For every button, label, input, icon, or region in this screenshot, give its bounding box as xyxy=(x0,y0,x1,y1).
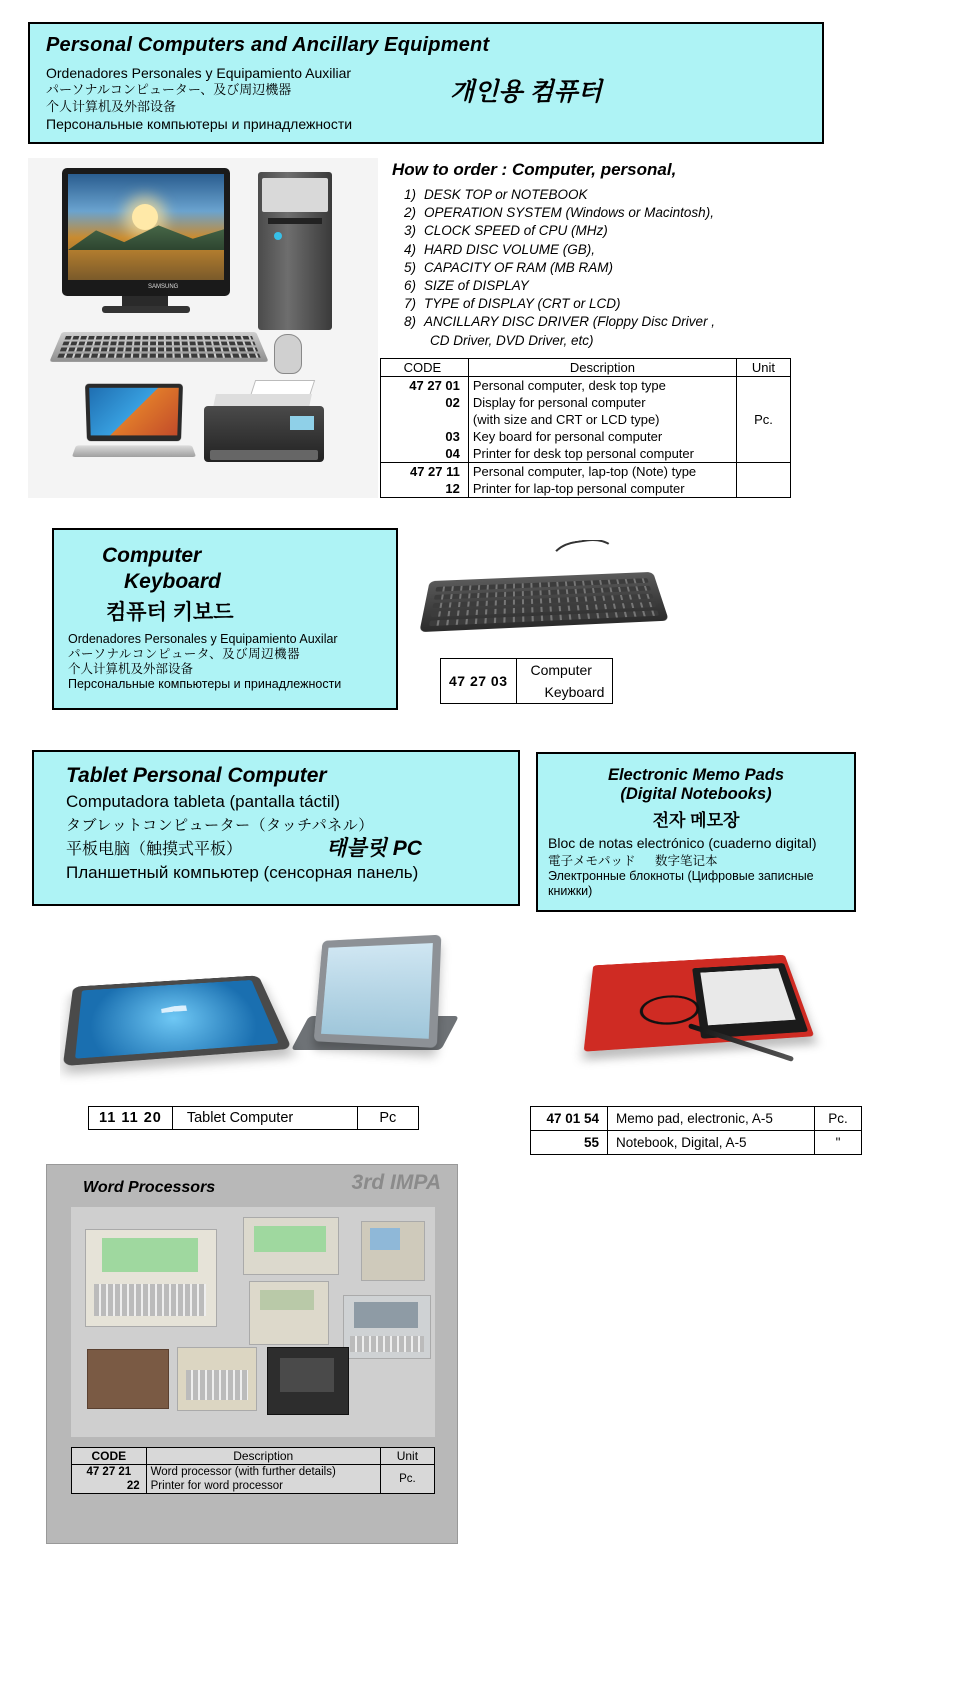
header-code: CODE xyxy=(72,1448,147,1465)
cell-code: 04 xyxy=(381,445,469,463)
header-description: Description xyxy=(146,1448,380,1465)
laptop-icon xyxy=(74,384,194,466)
printer-icon xyxy=(204,380,332,472)
tablet-title-korean: 태블릿 PC xyxy=(326,837,422,860)
keyboard-line-russian: Персональные компьютеры и принадлежности xyxy=(68,677,342,691)
cell-description: Tablet Computer xyxy=(172,1107,357,1130)
cell-description: Key board for personal computer xyxy=(468,428,736,445)
table-row xyxy=(381,445,791,463)
cell-unit: Pc xyxy=(357,1107,418,1130)
header-unit: Unit xyxy=(736,359,790,377)
table-row xyxy=(381,411,791,428)
cell-description: Display for personal computer xyxy=(468,394,736,411)
handheld-device-icon xyxy=(361,1221,425,1281)
table-row xyxy=(531,1131,862,1155)
cell-description: Printer for lap-top personal computer xyxy=(468,480,736,498)
keyboard-line-chinese: 个人计算机及外部设备 xyxy=(68,662,194,676)
tablet-line-chinese: 平板电脑（触摸式平板） 태블릿 PC xyxy=(66,836,504,859)
cell-description: Printer for word processor xyxy=(146,1479,380,1494)
how-to-order-title: How to order : Computer, personal, xyxy=(392,160,677,179)
header-title-korean: 개인용 컴퓨터 xyxy=(450,78,602,106)
table-row xyxy=(89,1107,419,1130)
table-row xyxy=(72,1479,435,1494)
memo-code-table xyxy=(530,1106,862,1155)
cell-description: Notebook, Digital, A-5 xyxy=(608,1131,815,1155)
list-item: 1) DESK TOP or NOTEBOOK xyxy=(404,187,588,202)
list-item: 5) CAPACITY OF RAM (MB RAM) xyxy=(404,259,614,275)
cell-unit: Pc. xyxy=(380,1465,434,1494)
tablet-device-icon xyxy=(63,975,292,1066)
table-row xyxy=(381,480,791,498)
header-line-chinese: 个人计算机及外部设备 xyxy=(46,99,177,114)
tablet-line-russian: Планшетный компьютер (сенсорная панель) xyxy=(66,863,419,882)
impa-watermark: 3rd IMPA xyxy=(351,1171,441,1194)
keyboard-banner xyxy=(52,528,398,710)
tablet-banner xyxy=(32,750,520,906)
memo-title-korean: 전자 메모장 xyxy=(652,811,740,830)
cell-code: 47 27 03 xyxy=(441,659,517,704)
header-line-russian: Персональные компьютеры и принадлежности xyxy=(46,116,353,132)
crt-monitor-icon xyxy=(267,1347,349,1415)
page-header-banner xyxy=(28,22,824,144)
cell-code: 47 27 11 xyxy=(381,463,469,481)
list-item-continuation: CD Driver, DVD Driver, etc) xyxy=(430,332,594,348)
cell-description: Personal computer, desk top type xyxy=(468,377,736,395)
keyboard-icon xyxy=(420,572,669,632)
memo-title-line2: (Digital Notebooks) xyxy=(620,785,772,803)
word-processors-title: Word Processors xyxy=(83,1179,216,1196)
keyboard-title-korean: 컴퓨터 키보드 xyxy=(106,601,234,624)
tablet-code-table xyxy=(88,1106,419,1130)
memo-pad-device-icon xyxy=(692,963,808,1039)
table-row xyxy=(381,428,791,445)
cell-code: 47 27 01 xyxy=(381,377,469,395)
usb-cable-icon xyxy=(640,994,701,1027)
tablet-title: Tablet Personal Computer xyxy=(66,764,327,787)
monitor-icon: SAMSUNG xyxy=(62,168,230,296)
table-header-row xyxy=(72,1448,435,1465)
word-processors-collage-photo xyxy=(71,1207,435,1437)
cell-description-line1: Computer xyxy=(516,659,613,682)
cell-description-line2: Keyboard xyxy=(516,681,613,704)
desktop-keyboard-icon xyxy=(49,332,268,362)
list-item: 3) CLOCK SPEED of CPU (MHz) xyxy=(404,223,608,239)
cell-unit: Pc. xyxy=(815,1107,862,1131)
laptop-icon xyxy=(343,1295,431,1359)
memo-pads-banner xyxy=(536,752,856,912)
list-item: 7) TYPE of DISPLAY (CRT or LCD) xyxy=(404,296,621,312)
tablet-line-japanese: タブレットコンピューター（タッチパネル） xyxy=(66,817,374,834)
header-unit: Unit xyxy=(380,1448,434,1465)
table-row xyxy=(72,1465,435,1480)
cell-code: 02 xyxy=(381,394,469,411)
pc-tower-icon xyxy=(258,172,332,330)
cell-code: 03 xyxy=(381,428,469,445)
cell-code xyxy=(381,411,469,428)
word-processor-code-table xyxy=(71,1447,435,1494)
list-item: 8) ANCILLARY DISC DRIVER (Floppy Disc Driver , xyxy=(404,314,716,330)
mouse-icon xyxy=(274,334,302,374)
memo-line-spanish: Bloc de notas electrónico (cuaderno digital) xyxy=(548,835,817,851)
keyboard-title-line2: Keyboard xyxy=(124,570,221,593)
keyboard-title-line1: Computer xyxy=(102,544,202,567)
cell-code: 47 27 21 xyxy=(72,1465,147,1480)
cell-description: Printer for desk top personal computer xyxy=(468,445,736,463)
memo-pad-case-icon xyxy=(584,955,815,1052)
cell-unit xyxy=(736,463,790,498)
word-processor-icon xyxy=(249,1281,329,1345)
memo-line-russian: Электронные блокноты (Цифровые записные книжки) xyxy=(548,869,814,898)
word-processor-icon xyxy=(243,1217,339,1275)
table-row xyxy=(531,1107,862,1131)
memo-line-jp-cn: 電子メモパッド 数字笔记本 xyxy=(548,854,718,868)
main-code-table xyxy=(380,358,791,498)
list-item: 2) OPERATION SYSTEM (Windows or Macintosh), xyxy=(404,205,714,221)
cell-description: (with size and CRT or LCD type) xyxy=(468,411,736,428)
cell-unit: " xyxy=(815,1131,862,1155)
table-row xyxy=(381,377,791,395)
page-title: Personal Computers and Ancillary Equipment xyxy=(46,34,490,56)
header-code: CODE xyxy=(381,359,469,377)
table-row xyxy=(441,659,613,682)
memo-title-line1: Electronic Memo Pads xyxy=(607,766,785,784)
table-row xyxy=(381,394,791,411)
carry-case-icon xyxy=(87,1349,169,1409)
cell-code: 12 xyxy=(381,480,469,498)
list-item: 4) HARD DISC VOLUME (GB), xyxy=(404,241,596,257)
tablet-computers-photo xyxy=(60,930,480,1090)
keyboard-line-japanese: パーソナルコンピュータ、及び周辺機器 xyxy=(68,647,301,661)
tablet-line-spanish: Computadora tableta (pantalla táctil) xyxy=(66,792,341,811)
desktop-computer-photo xyxy=(28,158,378,498)
cell-unit: Pc. xyxy=(736,377,790,463)
header-line-spanish: Ordenadores Personales y Equipamiento Auxiliar xyxy=(46,65,352,81)
table-row xyxy=(381,463,791,481)
word-processors-panel xyxy=(46,1164,458,1544)
header-line-japanese: パーソナルコンピューター、及び周辺機器 xyxy=(46,82,292,97)
header-description: Description xyxy=(468,359,736,377)
cell-description: Personal computer, lap-top (Note) type xyxy=(468,463,736,481)
electronic-memo-pad-photo xyxy=(560,928,850,1093)
cell-description: Word processor (with further details) xyxy=(146,1465,380,1480)
list-item: 6) SIZE of DISPLAY xyxy=(404,278,529,294)
convertible-tablet-icon xyxy=(314,935,442,1048)
word-processor-icon xyxy=(85,1229,217,1327)
cell-code: 55 xyxy=(531,1131,608,1155)
how-to-order-list xyxy=(404,186,784,350)
portable-typewriter-icon xyxy=(177,1347,257,1411)
cell-code: 11 11 20 xyxy=(89,1107,173,1130)
keyboard-line-spanish: Ordenadores Personales y Equipamiento Auxilar xyxy=(68,632,338,646)
table-header-row xyxy=(381,359,791,377)
keyboard-code-table xyxy=(440,658,613,704)
computer-keyboard-photo xyxy=(420,540,680,650)
cell-code: 47 01 54 xyxy=(531,1107,608,1131)
cell-description: Memo pad, electronic, A-5 xyxy=(608,1107,815,1131)
cell-code: 22 xyxy=(72,1479,147,1494)
